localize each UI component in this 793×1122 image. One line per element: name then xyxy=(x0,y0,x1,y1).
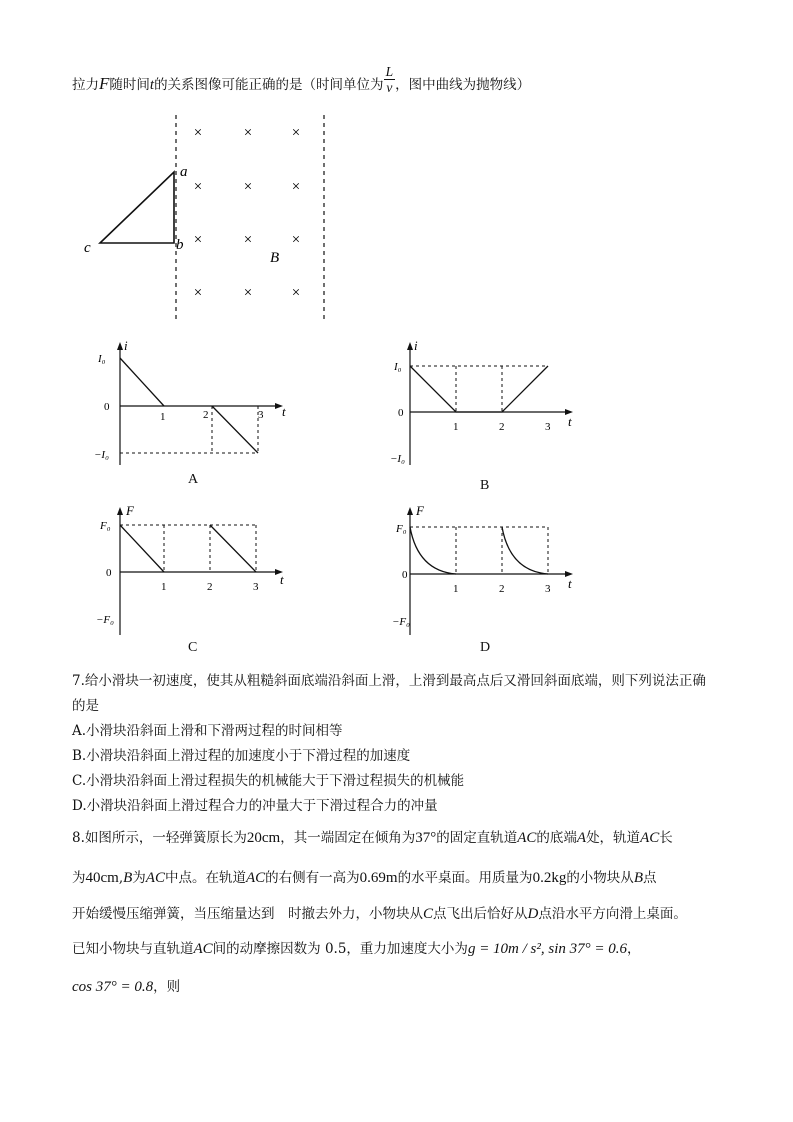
graph-B-x1: 1 xyxy=(453,421,459,433)
q8-line5: cos 37° = 0.8，则 xyxy=(72,979,181,995)
graph-A-curve xyxy=(120,358,164,406)
graph-A-label: A xyxy=(188,472,199,487)
cross-mark: × xyxy=(193,232,203,248)
magnetic-field-figure xyxy=(80,110,340,325)
q7-option-D: D.小滑块沿斜面上滑过程合力的冲量大于下滑过程合力的冲量 xyxy=(72,798,438,814)
intro-line xyxy=(72,64,531,95)
cross-mark: × xyxy=(193,179,203,195)
cross-mark: × xyxy=(243,285,253,301)
cross-mark: × xyxy=(291,232,301,248)
graph-B-bottom: −I₀ xyxy=(390,453,405,465)
graph-D-zero: 0 xyxy=(402,569,408,581)
graph-B-curve xyxy=(410,366,548,412)
graph-A-x3: 3 xyxy=(258,409,264,421)
graph-C xyxy=(90,505,310,640)
cross-mark: × xyxy=(243,232,253,248)
graph-B-x3: 3 xyxy=(545,421,551,433)
q8-line3: 开始缓慢压缩弹簧，当压缩量达到 时撤去外力，小物块从C点飞出后恰好从D点沿水平方向滑上桌面。 xyxy=(72,906,687,922)
q7-stem-line1: 7.给小滑块一初速度，使其从粗糙斜面底端沿斜面上滑，上滑到最高点后又滑回斜面底端，则下列说法正确 xyxy=(72,673,706,689)
graph-C-top: F₀ xyxy=(100,520,111,532)
graph-A-xlabel: t xyxy=(282,404,286,419)
q7-option-C: C.小滑块沿斜面上滑过程损失的机械能大于下滑过程损失的机械能 xyxy=(72,773,465,789)
graph-B-ylabel: i xyxy=(414,340,418,353)
cross-mark: × xyxy=(243,125,253,141)
graph-C-curve xyxy=(120,525,164,572)
graph-C-label: C xyxy=(188,640,198,655)
intro-suffix: ，图中曲线为抛物线） xyxy=(395,77,531,93)
graph-D-top: F₀ xyxy=(396,523,407,535)
q8-line4: 已知小物块与直轨道AC间的动摩擦因数为 0.5，重力加速度大小为g = 10m / s², sin 37° = 0.6， xyxy=(72,941,641,957)
graph-C-x3: 3 xyxy=(253,581,259,593)
fraction-numerator: L xyxy=(385,64,394,79)
intro-F: F xyxy=(99,74,110,93)
intro-t: t xyxy=(149,77,155,93)
intro-text: 的关系图像可能正确的是（时间单位为 xyxy=(154,77,384,93)
intro-prefix: 拉力 xyxy=(72,77,99,93)
graph-D-xlabel: t xyxy=(568,576,572,591)
graph-A xyxy=(90,340,310,470)
graph-D-x1: 1 xyxy=(453,583,459,595)
graph-B-zero: 0 xyxy=(398,407,404,419)
vertex-c: c xyxy=(84,240,91,256)
cross-mark: × xyxy=(193,125,203,141)
graph-B-top: I₀ xyxy=(394,361,402,373)
graph-D-label: D xyxy=(480,640,491,655)
q7-stem-line2: 的是 xyxy=(72,698,99,714)
q7-option-B: B.小滑块沿斜面上滑过程的加速度小于下滑过程的加速度 xyxy=(72,748,411,764)
graph-D xyxy=(380,505,600,640)
graph-C-bottom: −F₀ xyxy=(96,614,114,626)
field-label-B: B xyxy=(270,250,280,266)
graph-D-x3: 3 xyxy=(545,583,551,595)
graph-C-zero: 0 xyxy=(106,567,112,579)
time-unit-fraction xyxy=(384,64,396,95)
graph-D-curve xyxy=(410,527,456,574)
graph-D-ylabel: F xyxy=(416,505,424,518)
graph-D-curve xyxy=(502,527,548,574)
graph-A-zero: 0 xyxy=(104,401,110,413)
triangle-coil xyxy=(100,172,174,243)
graph-C-xlabel: t xyxy=(280,572,284,587)
vertex-a: a xyxy=(180,164,188,180)
graph-B-label: B xyxy=(480,478,490,493)
cross-mark: × xyxy=(291,285,301,301)
graph-C-curve xyxy=(210,525,256,572)
graph-B-x2: 2 xyxy=(499,421,505,433)
field-crosses xyxy=(194,125,300,301)
graph-C-x2: 2 xyxy=(207,581,213,593)
graph-D-bottom: −F₀ xyxy=(392,616,410,628)
graph-D-x2: 2 xyxy=(499,583,505,595)
graph-A-ylabel: i xyxy=(124,340,128,353)
cross-mark: × xyxy=(243,179,253,195)
q8-line1: 8.如图所示，一轻弹簧原长为20cm，其一端固定在倾角为37°的固定直轨道AC的底端A处，轨道AC长 xyxy=(72,830,673,846)
cross-mark: × xyxy=(193,285,203,301)
intro-mid: 随时间 xyxy=(109,77,150,93)
vertex-b: b xyxy=(176,237,184,253)
fraction-denominator: v xyxy=(386,80,393,95)
graph-A-curve xyxy=(212,406,258,453)
q8-line2: 为40cm,B为AC中点。在轨道AC的右侧有一高为0.69m的水平桌面。用质量为0.2kg的小物块从B点 xyxy=(72,870,657,886)
graph-A-x2: 2 xyxy=(203,409,209,421)
graph-C-ylabel: F xyxy=(126,505,134,518)
q7-option-A: A.小滑块沿斜面上滑和下滑两过程的时间相等 xyxy=(72,723,343,739)
cross-mark: × xyxy=(291,125,301,141)
graph-A-bottom: −I₀ xyxy=(94,449,109,461)
graph-A-x1: 1 xyxy=(160,411,166,423)
graph-B xyxy=(380,340,600,470)
cross-mark: × xyxy=(291,179,301,195)
graph-B-xlabel: t xyxy=(568,414,572,429)
graph-C-x1: 1 xyxy=(161,581,167,593)
graph-A-top: I₀ xyxy=(98,353,106,365)
